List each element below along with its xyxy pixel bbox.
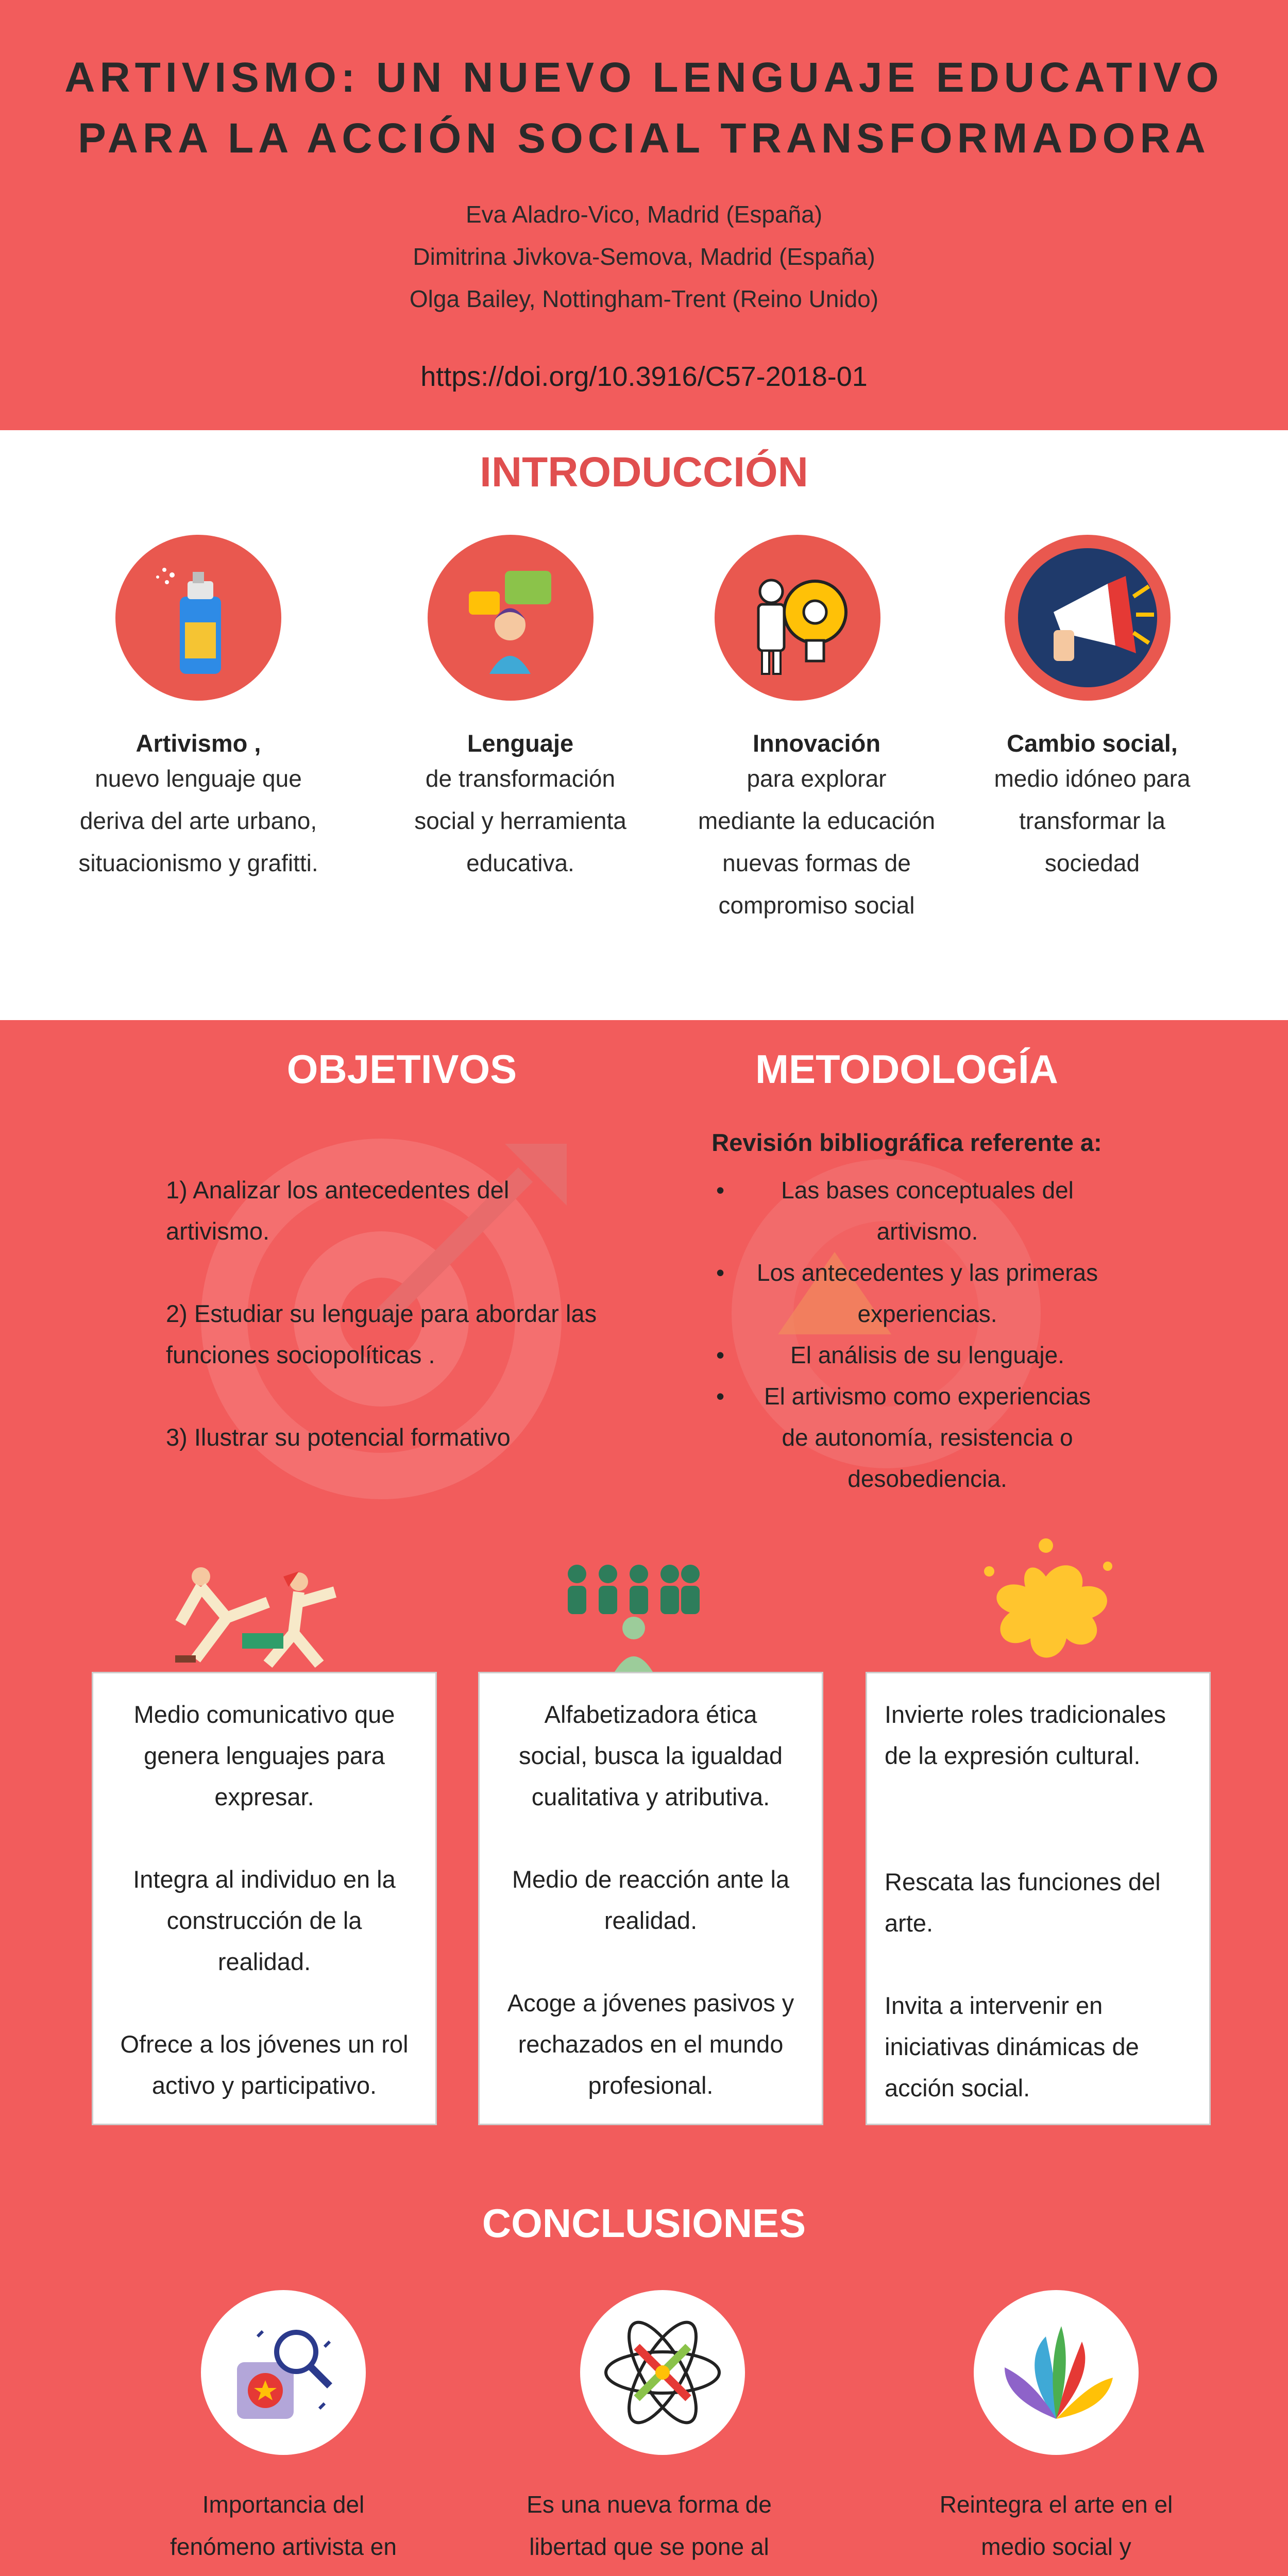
language-person-icon xyxy=(428,535,594,701)
objetivo-item xyxy=(166,1170,681,1252)
tools-atom-icon xyxy=(580,2290,745,2455)
metodologia-title: METODOLOGÍA xyxy=(755,1046,1058,1092)
text-line: cualitativa y atributiva. xyxy=(531,1783,770,1810)
text-line: medio social y xyxy=(981,2533,1131,2560)
text-line: El análisis de su lenguaje. xyxy=(790,1342,1064,1368)
text-line: medio idóneo para xyxy=(994,765,1191,792)
text-line: Integra al individuo en la xyxy=(133,1866,396,1893)
text-line: de transformación xyxy=(425,765,616,792)
art-splash-icon xyxy=(974,2290,1139,2455)
card-paragraph xyxy=(93,2024,435,2106)
award-magnifier-icon xyxy=(201,2290,366,2455)
objetivo-item xyxy=(166,1293,681,1376)
text-line: transformar la xyxy=(1019,807,1165,834)
author-2: Dimitrina Jivkova-Semova, Madrid (España) xyxy=(413,243,875,270)
card-paragraph xyxy=(93,1859,435,1982)
text-line: para explorar xyxy=(747,765,887,792)
conclusion-2 xyxy=(484,2483,814,2576)
conclusion-1 xyxy=(118,2483,448,2576)
conclusiones-title: CONCLUSIONES xyxy=(482,2200,806,2246)
objetivo-item xyxy=(166,1417,681,1458)
bullet-item xyxy=(716,1334,1123,1376)
card-paragraph xyxy=(93,1694,435,1818)
text-line: Los antecedentes y las primeras xyxy=(756,1259,1098,1286)
text-line: Medio comunicativo que xyxy=(133,1701,395,1728)
text-line: Las bases conceptuales del xyxy=(781,1177,1074,1204)
text-line: social y herramienta xyxy=(414,807,626,834)
title-line-1: ARTIVISMO: UN NUEVO LENGUAJE EDUCATIVO xyxy=(64,54,1224,101)
text-line: artivismo. xyxy=(166,1217,270,1245)
card-paragraph xyxy=(885,1985,1209,2109)
text-line: 1) Analizar los antecedentes del xyxy=(166,1176,510,1204)
intro-column-title: Cambio social, xyxy=(1007,730,1178,757)
text-line: 2) Estudiar su lenguaje para abordar las xyxy=(166,1300,597,1327)
text-line: rechazados en el mundo xyxy=(518,2030,784,2058)
text-line: nuevas formas de xyxy=(722,850,911,876)
doi-link[interactable]: https://doi.org/10.3916/C57-2018-01 xyxy=(420,361,868,392)
text-line: de la expresión cultural. xyxy=(885,1742,1141,1769)
conclusion-3 xyxy=(891,2483,1221,2576)
text-line: deriva del arte urbano, xyxy=(79,807,317,834)
text-line: Importancia del xyxy=(202,2491,365,2518)
intro-column-text xyxy=(376,757,665,884)
text-line: acción social. xyxy=(885,2074,1030,2102)
intro-column-title: Artivismo , xyxy=(135,730,261,757)
card-paragraph xyxy=(480,1694,822,1818)
text-line: Alfabetizadora ética xyxy=(544,1701,757,1728)
text-line: social, busca la igualdad xyxy=(518,1742,783,1769)
text-line xyxy=(118,2568,448,2576)
intro-column-3 xyxy=(670,729,963,926)
group-people-icon xyxy=(562,1561,706,1674)
text-line xyxy=(891,2568,1221,2576)
metodologia-list xyxy=(716,1170,1123,1499)
dancers-icon xyxy=(165,1556,361,1674)
text-line: sociedad xyxy=(1044,850,1140,876)
intro-column-1 xyxy=(57,729,340,884)
text-line: realidad. xyxy=(604,1907,698,1934)
text-line: 3) Ilustrar su potencial formativo xyxy=(166,1423,511,1451)
text-line: activo y participativo. xyxy=(151,2072,377,2099)
text-line: realidad. xyxy=(217,1948,311,1975)
author-3: Olga Bailey, Nottingham-Trent (Reino Unido) xyxy=(409,285,879,312)
text-line: construcción de la xyxy=(166,1907,362,1934)
text-line: mediante la educación xyxy=(698,807,936,834)
card-1 xyxy=(92,1672,437,2125)
text-line: profesional. xyxy=(588,2072,714,2099)
text-line: experiencias. xyxy=(857,1300,997,1327)
text-line: artivismo. xyxy=(876,1218,978,1245)
intro-column-text xyxy=(57,757,340,884)
text-line: Invierte roles tradicionales xyxy=(885,1701,1166,1728)
text-line: El artivismo como experiencias xyxy=(764,1383,1091,1410)
card-paragraph xyxy=(885,1861,1209,1944)
bullet-icon: • xyxy=(716,1177,725,1204)
text-line: educativa. xyxy=(466,850,574,876)
objetivos-list xyxy=(166,1170,681,1458)
intro-column-4 xyxy=(963,729,1221,884)
text-line: Ofrece a los jóvenes un rol xyxy=(120,2030,409,2058)
innovation-bulb-icon xyxy=(715,535,880,701)
text-line: arte. xyxy=(885,1909,934,1937)
text-line: funciones sociopolíticas . xyxy=(166,1341,435,1368)
intro-column-2 xyxy=(376,729,665,884)
bullet-icon: • xyxy=(716,1383,725,1410)
text-line: Es una nueva forma de xyxy=(527,2491,772,2518)
text-line: situacionismo y grafitti. xyxy=(78,850,318,876)
text-line: genera lenguajes para xyxy=(144,1742,385,1769)
author-1: Eva Aladro-Vico, Madrid (España) xyxy=(465,201,823,228)
card-paragraph xyxy=(480,1982,822,2106)
bullet-icon: • xyxy=(716,1342,725,1368)
card-3 xyxy=(866,1672,1211,2125)
intro-title: INTRODUCCIÓN xyxy=(480,449,808,496)
spray-can-icon xyxy=(115,535,281,701)
objetivos-title: OBJETIVOS xyxy=(286,1046,517,1092)
page-title xyxy=(0,47,1288,169)
text-line: iniciativas dinámicas de xyxy=(885,2033,1139,2060)
metodologia-subtitle: Revisión bibliográfica referente a: xyxy=(711,1129,1102,1156)
intro-column-text xyxy=(963,757,1221,884)
card-paragraph xyxy=(885,1694,1209,1776)
card-paragraph xyxy=(480,1859,822,1941)
text-line: Rescata las funciones del xyxy=(885,1868,1161,1895)
text-line: Reintegra el arte en el xyxy=(939,2491,1173,2518)
text-line: libertad que se pone al xyxy=(529,2533,769,2560)
text-line: compromiso social xyxy=(718,892,915,919)
intro-column-title: Innovación xyxy=(752,730,881,757)
intro-column-title: Lenguaje xyxy=(467,730,574,757)
text-line: desobediencia. xyxy=(848,1465,1007,1492)
bullet-item xyxy=(716,1170,1123,1252)
text-line: Invita a intervenir en xyxy=(885,1992,1103,2019)
bullet-item xyxy=(716,1376,1123,1499)
bullet-item xyxy=(716,1252,1123,1334)
card-2 xyxy=(478,1672,823,2125)
text-line: de autonomía, resistencia o xyxy=(782,1424,1073,1451)
title-line-2: PARA LA ACCIÓN SOCIAL TRANSFORMADORA xyxy=(78,115,1210,162)
text-line: Medio de reacción ante la xyxy=(512,1866,790,1893)
megaphone-icon xyxy=(1005,535,1171,701)
text-line xyxy=(484,2568,814,2576)
intro-column-text xyxy=(670,757,963,926)
text-line: Acoge a jóvenes pasivos y xyxy=(507,1989,794,2016)
text-line: nuevo lenguaje que xyxy=(95,765,302,792)
paint-splash-icon xyxy=(969,1535,1123,1674)
bullet-icon: • xyxy=(716,1259,725,1286)
text-line: expresar. xyxy=(214,1783,314,1810)
text-line: fenómeno artivista en xyxy=(170,2533,397,2560)
